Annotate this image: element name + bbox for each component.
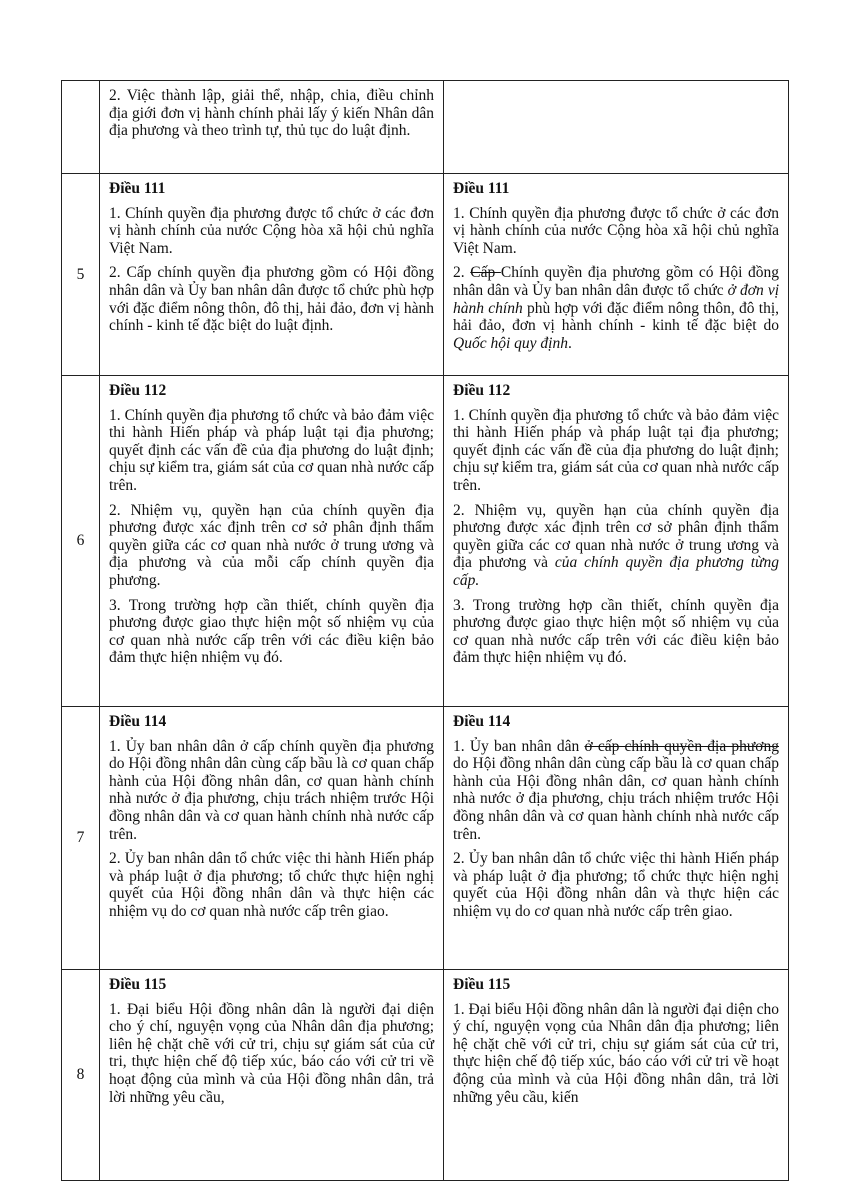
article-title: Điều 114 xyxy=(453,713,511,730)
clause-text: 1. Chính quyền địa phương được tổ chức ở các đơn vị hành chính của nước Cộng hòa xã hội chủ nghĩa Việt Nam. xyxy=(453,204,779,257)
proposed-text-cell xyxy=(444,376,789,707)
clause-text: 2. Ủy ban nhân dân tổ chức việc thi hành Hiến pháp và pháp luật ở địa phương; tổ chức thực hiện nghị quyết của Hội đồng nhân dân và thực hiện các nhiệm vụ do cơ quan nhà nước cấp trên giao. xyxy=(453,850,779,920)
row-number: 6 xyxy=(62,376,100,707)
current-text-cell xyxy=(100,970,444,1181)
clause-text: 1. Chính quyền địa phương tổ chức và bảo đảm việc thi hành Hiến pháp và pháp luật tại địa phương; quyết định các vấn đề của địa phương do luật định; chịu sự kiểm tra, giám sát của cơ quan nhà nước cấp trên. xyxy=(109,406,435,494)
text-run: 2. xyxy=(453,264,471,282)
proposed-text-cell xyxy=(444,81,789,174)
clause-text: 2. Nhiệm vụ, quyền hạn của chính quyền địa phương được xác định trên cơ sở phân định thẩm quyền giữa các cơ quan nhà nước ở trung ương và địa phương và của mỗi cấp chính quyền địa phương. xyxy=(109,501,434,589)
article-title: Điều 114 xyxy=(109,713,167,730)
clause-text: 1. Đại biểu Hội đồng nhân dân là người đại diện cho ý chí, nguyện vọng của Nhân dân địa phương; liên hệ chặt chẽ với cử tri, chịu sự giám sát của cử tri, thực hiện chế độ tiếp xúc, báo cáo với cử tri về hoạt động của mình và của Hội đồng nhân dân, trả lời những yêu cầu, xyxy=(109,1000,434,1106)
comparison-table xyxy=(61,80,789,1181)
row-number: 5 xyxy=(62,174,100,376)
document-page xyxy=(61,80,788,1181)
clause-text: 1. Đại biểu Hội đồng nhân dân là người đại diện cho ý chí, nguyện vọng của Nhân dân địa phương; liên hệ chặt chẽ với cử tri, chịu sự giám sát của cử tri, thực hiện chế độ tiếp xúc, báo cáo với cử tri về hoạt động của mình và của Hội đồng nhân dân, trả lời những yêu cầu, kiến xyxy=(453,1000,779,1106)
clause-text xyxy=(453,264,779,352)
text-run: 2. Nhiệm vụ, quyền hạn của chính quyền địa phương được xác định trên cơ sở phân định thẩm quyền giữa các cơ quan nhà nước ở trung ương và địa phương và xyxy=(453,501,779,572)
proposed-text-cell xyxy=(444,970,789,1181)
row-number: 8 xyxy=(62,970,100,1181)
text-run: 1. Ủy ban nhân dân xyxy=(453,737,585,755)
proposed-text-cell xyxy=(444,174,789,376)
table-row xyxy=(62,970,789,1181)
clause-text xyxy=(453,738,779,844)
clause-text: 2. Việc thành lập, giải thể, nhập, chia, điều chỉnh địa giới đơn vị hành chính phải lấy ý kiến Nhân dân địa phương và theo trình tự, thủ tục do luật định. xyxy=(109,87,434,140)
current-text-cell xyxy=(100,81,444,174)
article-title: Điều 115 xyxy=(109,976,167,993)
current-text-cell xyxy=(100,174,444,376)
clause-text: 1. Chính quyền địa phương tổ chức và bảo đảm việc thi hành Hiến pháp và pháp luật tại địa phương; quyết định các vấn đề của địa phương do luật định; chịu sự kiểm tra, giám sát của cơ quan nhà nước cấp trên. xyxy=(453,406,779,494)
row-number xyxy=(62,81,100,174)
table-row xyxy=(62,174,789,376)
clause-text: 2. Cấp chính quyền địa phương gồm có Hội đồng nhân dân và Ủy ban nhân dân được tổ chức phù hợp với đặc điểm nông thôn, đô thị, hải đảo, đơn vị hành chính - kinh tế đặc biệt do luật định. xyxy=(109,264,434,335)
article-title: Điều 111 xyxy=(109,180,166,197)
row-number: 7 xyxy=(62,707,100,970)
table-row xyxy=(62,81,789,174)
clause-text: 3. Trong trường hợp cần thiết, chính quyền địa phương được giao thực hiện một số nhiệm vụ của cơ quan nhà nước cấp trên với các điều kiện bảo đảm thực hiện nhiệm vụ đó. xyxy=(109,596,434,667)
article-title: Điều 115 xyxy=(453,976,511,993)
table-row xyxy=(62,707,789,970)
article-title: Điều 112 xyxy=(453,382,511,399)
text-run: Chính quyền địa phương gồm có Hội đồng nhân dân và Ủy ban nhân dân được tổ chức xyxy=(453,264,780,299)
text-run: do Hội đồng nhân dân cùng cấp bầu là cơ quan chấp hành của Hội đồng nhân dân, cơ quan hành chính nhà nước ở địa phương, chịu trách nhiệm trước Hội đồng nhân dân và cơ quan hành chính nhà nước cấp trên. xyxy=(453,755,779,843)
proposed-text-cell xyxy=(444,707,789,970)
inserted-text: ở đơn vị hành chính xyxy=(453,281,780,317)
article-title: Điều 112 xyxy=(109,382,167,399)
article-title: Điều 111 xyxy=(453,180,510,197)
table-row xyxy=(62,376,789,707)
deleted-text: Cấp xyxy=(470,264,501,282)
inserted-text: Quốc hội quy định xyxy=(453,334,568,352)
clause-text: 1. Ủy ban nhân dân ở cấp chính quyền địa phương do Hội đồng nhân dân cùng cấp bầu là cơ quan chấp hành của Hội đồng nhân dân, cơ quan hành chính nhà nước ở địa phương, chịu trách nhiệm trước Hội đồng nhân dân và cơ quan hành chính nhà nước cấp trên. xyxy=(109,737,434,843)
clause-text xyxy=(453,502,779,590)
inserted-text: của chính quyền địa phương từng cấp. xyxy=(453,554,779,589)
clause-text: 2. Ủy ban nhân dân tổ chức việc thi hành Hiến pháp và pháp luật ở địa phương; tổ chức thực hiện nghị quyết của Hội đồng nhân dân và thực hiện các nhiệm vụ do cơ quan nhà nước cấp trên giao. xyxy=(109,850,434,920)
current-text-cell xyxy=(100,376,444,707)
current-text-cell xyxy=(100,707,444,970)
clause-text: 1. Chính quyền địa phương được tổ chức ở các đơn vị hành chính của nước Cộng hòa xã hội chủ nghĩa Việt Nam. xyxy=(109,204,434,257)
text-run: phù hợp với đặc điểm nông thôn, đô thị, hải đảo, đơn vị hành chính - kinh tế đặc biệt do xyxy=(453,299,780,335)
deleted-text: ở cấp chính quyền địa phương xyxy=(584,737,779,755)
clause-text: 3. Trong trường hợp cần thiết, chính quyền địa phương được giao thực hiện một số nhiệm vụ của cơ quan nhà nước cấp trên với các điều kiện bảo đảm thực hiện nhiệm vụ đó. xyxy=(453,596,779,667)
text-run: . xyxy=(567,334,572,352)
